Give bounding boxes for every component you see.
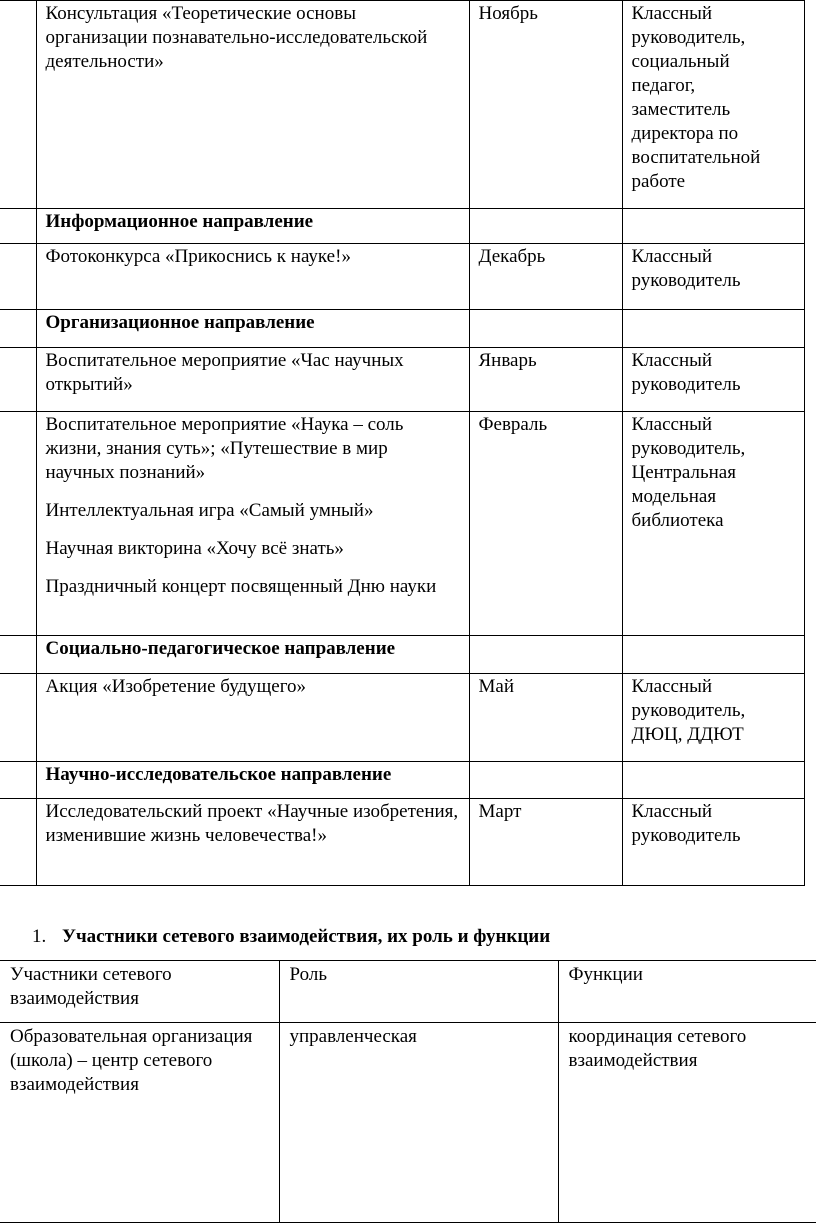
row-number-cell [0, 348, 36, 412]
event-cell: Фотоконкурса «Прикоснись к науке!» [36, 244, 469, 310]
month-cell [469, 762, 622, 799]
responsible-cell: Классный руководитель, ДЮЦ, ДДЮТ [622, 674, 804, 762]
month-cell: Март [469, 799, 622, 886]
heading-title: Участники сетевого взаимодействия, их роль и функции [62, 926, 551, 947]
row-number-cell [0, 310, 36, 348]
responsible-cell [622, 209, 804, 244]
table-header-row [0, 961, 816, 1023]
section-row [0, 636, 804, 674]
participants-table [0, 960, 816, 1223]
row-number-cell [0, 412, 36, 636]
responsible-cell: Классный руководитель, Центральная модельная библиотека [622, 412, 804, 636]
event-cell: Консультация «Теоретические основы организации познавательно-исследовательской деятельности» [36, 1, 469, 209]
table-row [0, 1023, 816, 1223]
row-number-cell [0, 762, 36, 799]
event-paragraph: Воспитательное мероприятие «Наука – соль жизни, знания суть»; «Путешествие в мир научных познаний» [45, 414, 404, 483]
table-row [0, 412, 804, 636]
row-number-cell [0, 674, 36, 762]
heading-number: 1. [32, 926, 47, 947]
role-cell: управленческая [279, 1023, 558, 1223]
month-cell: Январь [469, 348, 622, 412]
section-row [0, 310, 804, 348]
row-number-cell [0, 636, 36, 674]
responsible-cell: Классный руководитель, социальный педагог, заместитель директора по воспитательной работе [622, 1, 804, 209]
section-row [0, 209, 804, 244]
event-paragraph: Научная викторина «Хочу всё знать» [45, 538, 344, 559]
column-header: Функции [558, 961, 816, 1023]
row-number-cell [0, 799, 36, 886]
month-cell: Май [469, 674, 622, 762]
month-cell: Февраль [469, 412, 622, 636]
event-paragraph: Праздничный концерт посвященный Дню науки [45, 576, 437, 597]
month-cell: Декабрь [469, 244, 622, 310]
row-number-cell [0, 244, 36, 310]
table-row [0, 1, 804, 209]
column-header: Участники сетевого взаимодействия [0, 961, 279, 1023]
table-row [0, 244, 804, 310]
responsible-cell [622, 310, 804, 348]
responsible-cell: Классный руководитель [622, 799, 804, 886]
section-row [0, 762, 804, 799]
section-title: Информационное направление [36, 209, 469, 244]
month-cell [469, 636, 622, 674]
row-number-cell [0, 1, 36, 209]
responsible-cell: Классный руководитель [622, 244, 804, 310]
event-cell: Акция «Изобретение будущего» [36, 674, 469, 762]
table-row [0, 348, 804, 412]
month-cell [469, 209, 622, 244]
column-header: Роль [279, 961, 558, 1023]
event-paragraph: Интеллектуальная игра «Самый умный» [45, 500, 374, 521]
section-heading [32, 925, 550, 949]
event-cell [36, 412, 469, 636]
row-number-cell [0, 209, 36, 244]
event-cell: Исследовательский проект «Научные изобретения, изменившие жизнь человечества!» [36, 799, 469, 886]
responsible-cell: Классный руководитель [622, 348, 804, 412]
participant-cell: Образовательная организация (школа) – центр сетевого взаимодействия [0, 1023, 279, 1223]
table-row [0, 674, 804, 762]
month-cell: Ноябрь [469, 1, 622, 209]
table-row [0, 799, 804, 886]
event-cell: Воспитательное мероприятие «Час научных открытий» [36, 348, 469, 412]
functions-cell: координация сетевого взаимодействия [558, 1023, 816, 1223]
section-title: Научно-исследовательское направление [36, 762, 469, 799]
responsible-cell [622, 636, 804, 674]
responsible-cell [622, 762, 804, 799]
section-title: Организационное направление [36, 310, 469, 348]
month-cell [469, 310, 622, 348]
section-title: Социально-педагогическое направление [36, 636, 469, 674]
